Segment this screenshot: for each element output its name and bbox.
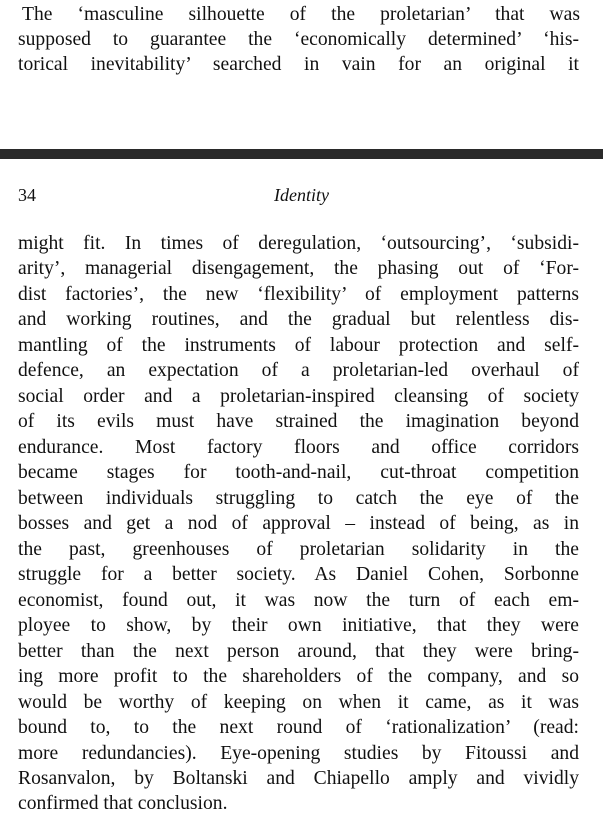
text-line: better than the next person around, that they were bring- [18, 641, 579, 662]
page-divider [0, 149, 603, 159]
text-line: ing more profit to the shareholders of the company, and so [18, 666, 579, 687]
text-line: bound to, to the next round of ‘rationalization’ (read: [18, 717, 579, 738]
text-line: might fit. In times of deregulation, ‘outsourcing’, ‘subsidi- [18, 233, 579, 254]
text-line: economist, found out, it was now the turn of each em- [18, 590, 579, 611]
text-line: supposed to guarantee the ‘economically determined’ ‘his- [18, 29, 579, 50]
text-line: The ‘masculine silhouette of the proletarian’ that was [22, 4, 580, 25]
text-line: defence, an expectation of a proletarian-led overhaul of [18, 360, 579, 381]
text-line: between individuals struggling to catch the eye of the [18, 488, 579, 509]
text-line: torical inevitability’ searched in vain for an original it [18, 54, 579, 75]
text-line: bosses and get a nod of approval – instead of being, as in [18, 513, 579, 534]
page-number: 34 [18, 185, 36, 205]
text-line: more redundancies). Eye-opening studies by Fitoussi and [18, 743, 579, 764]
text-line: the past, greenhouses of proletarian solidarity in the [18, 539, 579, 560]
text-line: arity’, managerial disengagement, the phasing out of ‘For- [18, 258, 579, 279]
running-head-title: Identity [274, 185, 329, 205]
text-line: social order and a proletarian-inspired cleansing of society [18, 386, 579, 407]
text-line: would be worthy of keeping on when it came, as it was [18, 692, 579, 713]
text-line: endurance. Most factory floors and office corridors [18, 437, 579, 458]
text-line: mantling of the instruments of labour protection and self- [18, 335, 579, 356]
text-line: struggle for a better society. As Daniel Cohen, Sorbonne [18, 564, 579, 585]
text-line: dist factories’, the new ‘flexibility’ of employment patterns [18, 284, 579, 305]
text-line: became stages for tooth-and-nail, cut-throat competition [18, 462, 579, 483]
text-line: of its evils must have strained the imagination beyond [18, 411, 579, 432]
text-line: and working routines, and the gradual but relentless dis- [18, 309, 579, 330]
text-line: ployee to show, by their own initiative, that they were [18, 615, 579, 636]
text-line: Rosanvalon, by Boltanski and Chiapello amply and vividly [18, 768, 579, 789]
text-line-last: confirmed that conclusion. [18, 793, 228, 814]
